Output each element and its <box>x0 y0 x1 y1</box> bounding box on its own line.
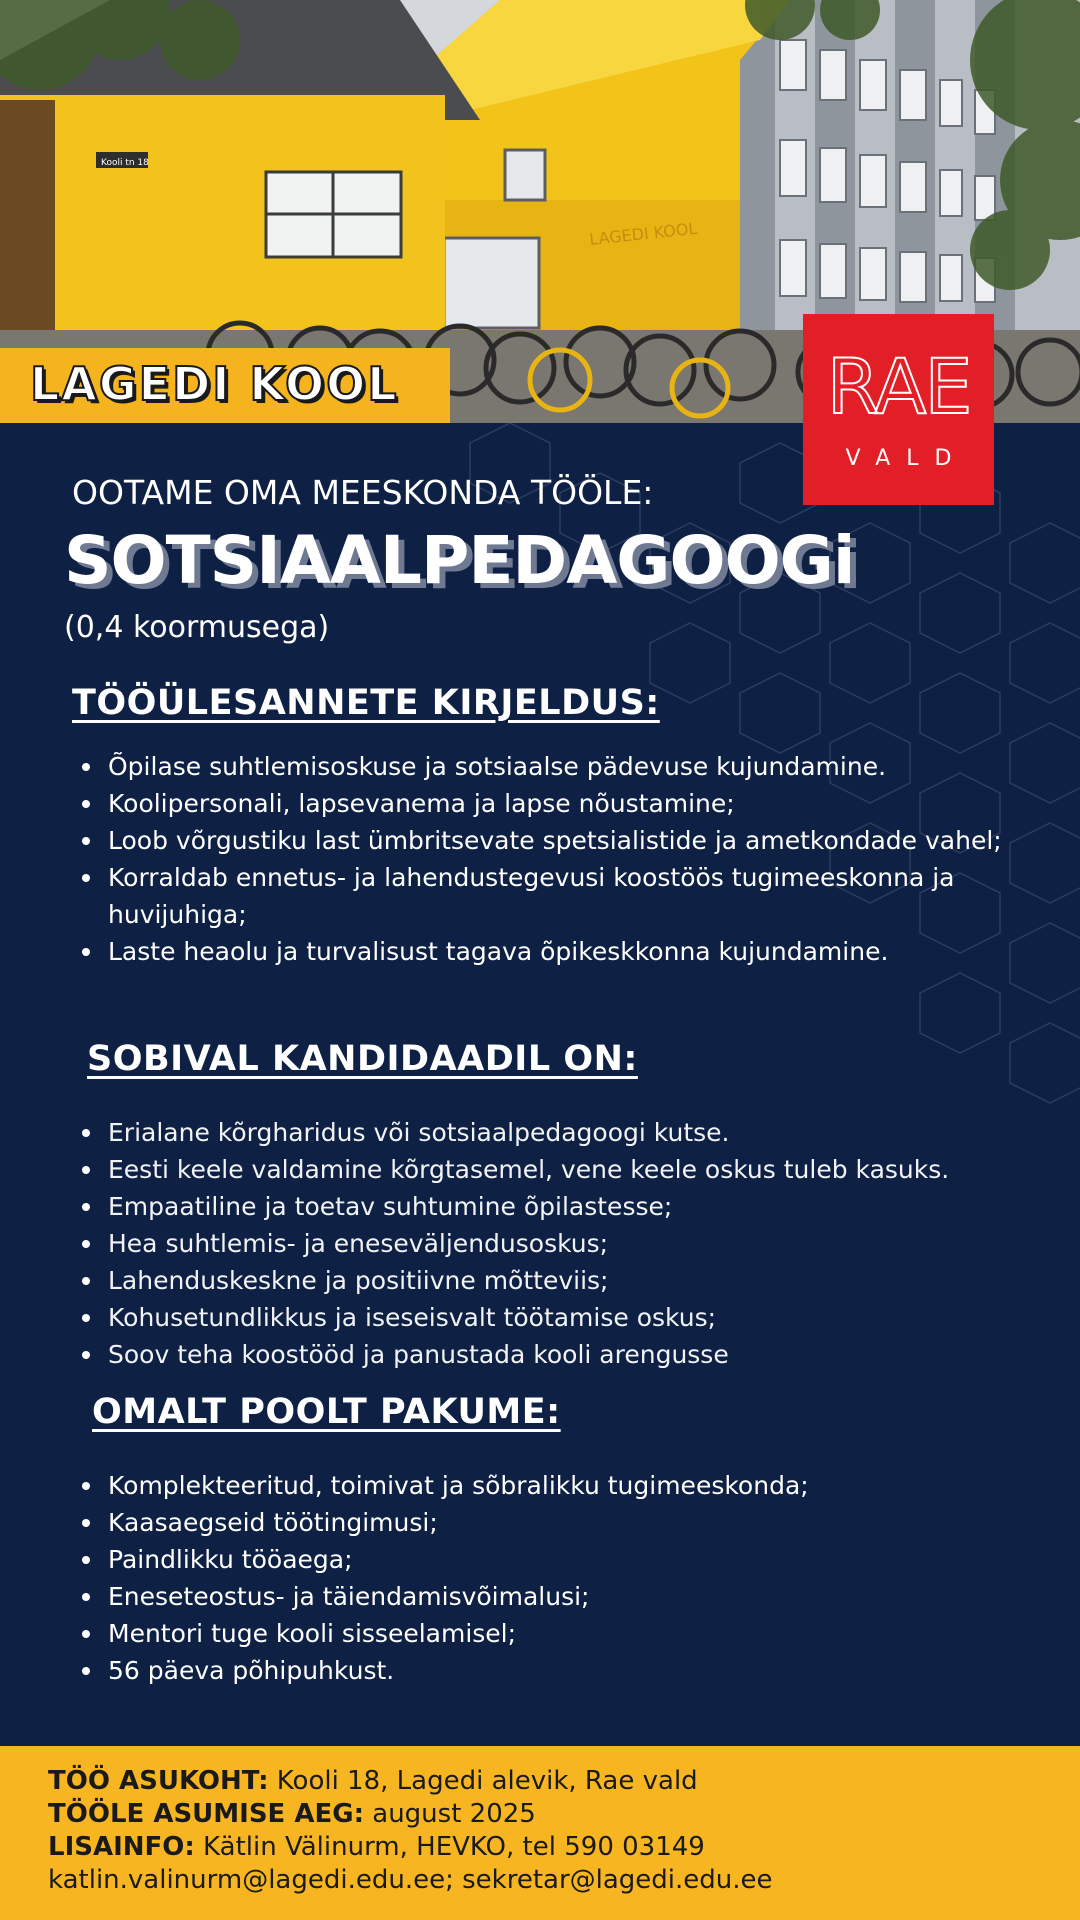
list-item: Õpilase suhtlemisoskuse ja sotsiaalse pädevuse kujundamine. <box>80 748 1020 785</box>
location-line <box>48 1766 698 1796</box>
list-item: Korraldab ennetus- ja lahendustegevusi koostöös tugimeeskonna ja huvijuhiga; <box>80 859 1020 933</box>
candidate-heading: SOBIVAL KANDIDAADIL ON: <box>87 1039 638 1079</box>
email-line[interactable]: katlin.valinurm@lagedi.edu.ee; sekretar@lagedi.edu.ee <box>48 1865 773 1895</box>
school-name: LAGEDI KOOL <box>30 357 399 411</box>
job-title: SOTSIAALPEDAGOOGi <box>64 522 855 599</box>
offer-heading: OMALT POOLT PAKUME: <box>92 1392 561 1432</box>
location-value: Kooli 18, Lagedi alevik, Rae vald <box>268 1766 698 1796</box>
list-item: Lahenduskeskne ja positiivne mõtteviis; <box>80 1262 1020 1299</box>
intro-heading: OOTAME OMA MEESKONDA TÖÖLE: <box>72 473 654 512</box>
start-date-line <box>48 1799 536 1829</box>
list-item: Laste heaolu ja turvalisust tagava õpikeskkonna kujundamine. <box>80 933 1020 970</box>
svg-text:LAGEDI KOOL: LAGEDI KOOL <box>588 218 699 249</box>
list-item: Soov teha koostööd ja panustada kooli arengusse <box>80 1336 1020 1373</box>
duties-list <box>80 748 1020 970</box>
list-item: Koolipersonali, lapsevanema ja lapse nõustamine; <box>80 785 1020 822</box>
contact-footer <box>0 1746 1080 1920</box>
list-item: Kaasaegseid töötingimusi; <box>80 1504 1020 1541</box>
list-item: Komplekteeritud, toimivat ja sõbralikku tugimeeskonda; <box>80 1467 1020 1504</box>
info-line <box>48 1832 705 1862</box>
offer-list <box>80 1467 1020 1689</box>
list-item: Eneseteostus- ja täiendamisvõimalusi; <box>80 1578 1020 1615</box>
list-item: Mentori tuge kooli sisseelamisel; <box>80 1615 1020 1652</box>
info-label: LISAINFO: <box>48 1832 195 1862</box>
logo-word: RAE <box>826 342 971 431</box>
candidate-list <box>80 1114 1020 1373</box>
list-item: Loob võrgustiku last ümbritsevate spetsialistide ja ametkondade vahel; <box>80 822 1020 859</box>
duties-heading: TÖÖÜLESANNETE KIRJELDUS: <box>72 683 660 723</box>
start-label: TÖÖLE ASUMISE AEG: <box>48 1799 364 1829</box>
list-item: Paindlikku tööaega; <box>80 1541 1020 1578</box>
svg-text:Kooli tn 18: Kooli tn 18 <box>101 158 149 168</box>
list-item: Hea suhtlemis- ja eneseväljendusoskus; <box>80 1225 1020 1262</box>
list-item: Kohusetundlikkus ja iseseisvalt töötamise oskus; <box>80 1299 1020 1336</box>
location-label: TÖÖ ASUKOHT: <box>48 1766 269 1796</box>
start-value: august 2025 <box>364 1799 536 1829</box>
rae-vald-logo <box>803 314 994 505</box>
list-item: Erialane kõrgharidus või sotsiaalpedagoogi kutse. <box>80 1114 1020 1151</box>
logo-sub: VALD <box>845 446 968 471</box>
info-value: Kätlin Välinurm, HEVKO, tel 590 03149 <box>194 1832 705 1862</box>
workload-subtitle: (0,4 koormusega) <box>64 610 330 645</box>
list-item: Empaatiline ja toetav suhtumine õpilastesse; <box>80 1188 1020 1225</box>
list-item: Eesti keele valdamine kõrgtasemel, vene keele oskus tuleb kasuks. <box>80 1151 1020 1188</box>
list-item: 56 päeva põhipuhkust. <box>80 1652 1020 1689</box>
